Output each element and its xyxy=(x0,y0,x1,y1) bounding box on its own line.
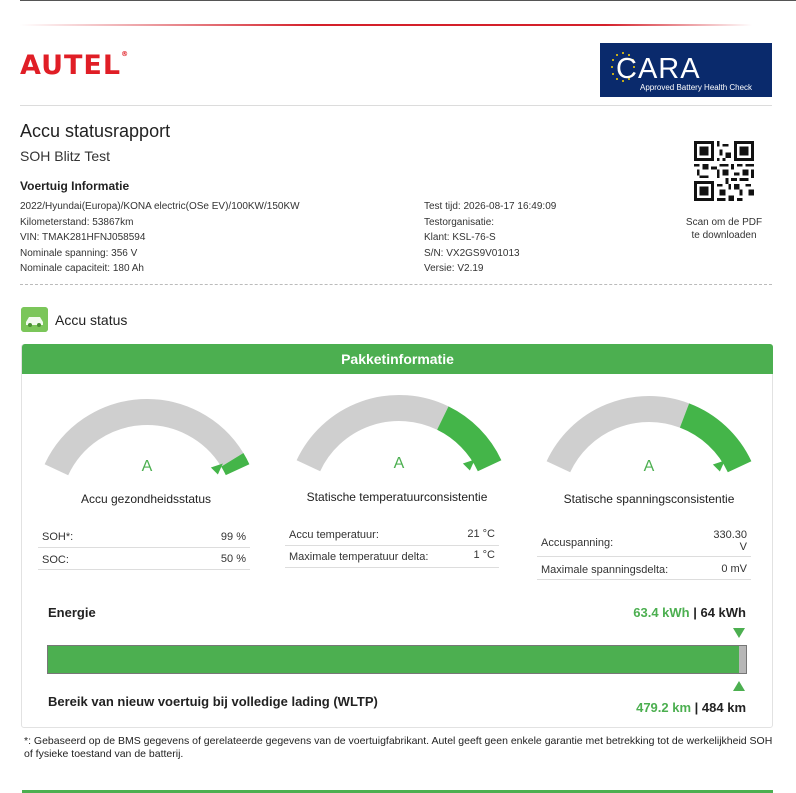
info-line: Klant: KSL-76-S xyxy=(424,232,496,243)
gauge-pointer-icon xyxy=(713,461,725,472)
gauge-label-temperature: Statische temperatuurconsistentie xyxy=(306,490,488,504)
range-value: 479.2 km | 484 km xyxy=(636,700,746,715)
header-red-line xyxy=(20,24,752,26)
gauge-track xyxy=(558,409,684,467)
info-line: 2022/Hyundai(Europa)/KONA electric(OSe EV)/100KW/150KW xyxy=(20,201,300,212)
qr-caption: Scan om de PDF te downloaden xyxy=(685,217,763,241)
energy-bar-fill xyxy=(48,646,739,673)
package-info-header: Pakketinformatie xyxy=(22,344,773,374)
range-label: Bereik van nieuw voertuig bij volledige lading (WLTP) xyxy=(48,694,378,709)
info-line: Test tijd: 2026-08-17 16:49:09 xyxy=(424,201,557,212)
header-divider xyxy=(20,105,772,106)
temperature-gauge xyxy=(290,390,508,478)
cara-wordmark: CARA xyxy=(616,53,701,85)
vehicle-info-left xyxy=(20,199,300,277)
gauge-level xyxy=(443,418,490,466)
info-line: VIN: TMAK281HFNJ058594 xyxy=(20,232,146,243)
gauge-level xyxy=(232,460,237,470)
table-row: SOC: 50 % xyxy=(38,548,250,570)
gauge-grade: A xyxy=(141,458,153,475)
gauge-label-health: Accu gezondheidsstatus xyxy=(80,492,212,506)
gauge-pointer-icon xyxy=(211,464,223,475)
section-divider xyxy=(20,284,772,285)
top-border xyxy=(20,0,796,1)
table-row: Accu temperatuur: 21 °C xyxy=(285,524,499,546)
energy-bar xyxy=(47,645,747,674)
info-line: Versie: V2.19 xyxy=(424,263,484,274)
info-line: Nominale capaciteit: 180 Ah xyxy=(20,263,144,274)
table-row: Accuspanning: 330.30 V xyxy=(537,526,751,557)
gauge-level xyxy=(685,416,740,467)
info-line: Testorganisatie: xyxy=(424,216,495,228)
gauge-grade: A xyxy=(643,458,655,475)
voltage-gauge xyxy=(540,391,758,479)
table-row: Maximale spanningsdelta: 0 mV xyxy=(537,558,751,580)
cara-badge xyxy=(600,43,772,97)
gauge-pointer-icon xyxy=(463,460,475,471)
vehicle-info-heading: Voertuig Informatie xyxy=(20,179,130,193)
gauge-grade: A xyxy=(393,455,405,472)
table-row: SOH*: 99 % xyxy=(38,526,250,548)
table-row: Maximale temperatuur delta: 1 °C xyxy=(285,546,499,568)
range-marker-icon xyxy=(733,681,745,691)
info-line: Kilometerstand: 53867km xyxy=(20,216,134,228)
test-info-right xyxy=(424,199,556,277)
footnote: *: Gebaseerd op de BMS gegevens of gerelateerde gegevens van de voertuigfabrikant. Autel geeft geen enkele garantie met betrekking tot de werkelijkheid SOH of fysieke toestand van de batterij. xyxy=(24,735,773,760)
energy-marker-icon xyxy=(733,628,745,638)
battery-car-icon xyxy=(21,307,48,332)
accu-status-title: Accu status xyxy=(55,312,128,328)
gauge-label-voltage: Statische spanningsconsistentie xyxy=(563,492,735,506)
qr-code-icon[interactable] xyxy=(694,141,754,201)
energy-label: Energie xyxy=(48,605,96,620)
cara-subtitle: Approved Battery Health Check xyxy=(640,83,753,92)
info-line: Nominale spanning: 356 V xyxy=(20,247,138,259)
report-title: Accu statusrapport xyxy=(20,121,171,141)
gauge-track xyxy=(308,408,442,466)
energy-value: 63.4 kWh | 64 kWh xyxy=(633,605,746,620)
info-line: S/N: VX2GS9V01013 xyxy=(424,247,520,259)
health-gauge xyxy=(38,394,256,482)
report-subtitle: SOH Blitz Test xyxy=(20,148,110,164)
autel-logo: AUTEL® xyxy=(20,50,130,81)
